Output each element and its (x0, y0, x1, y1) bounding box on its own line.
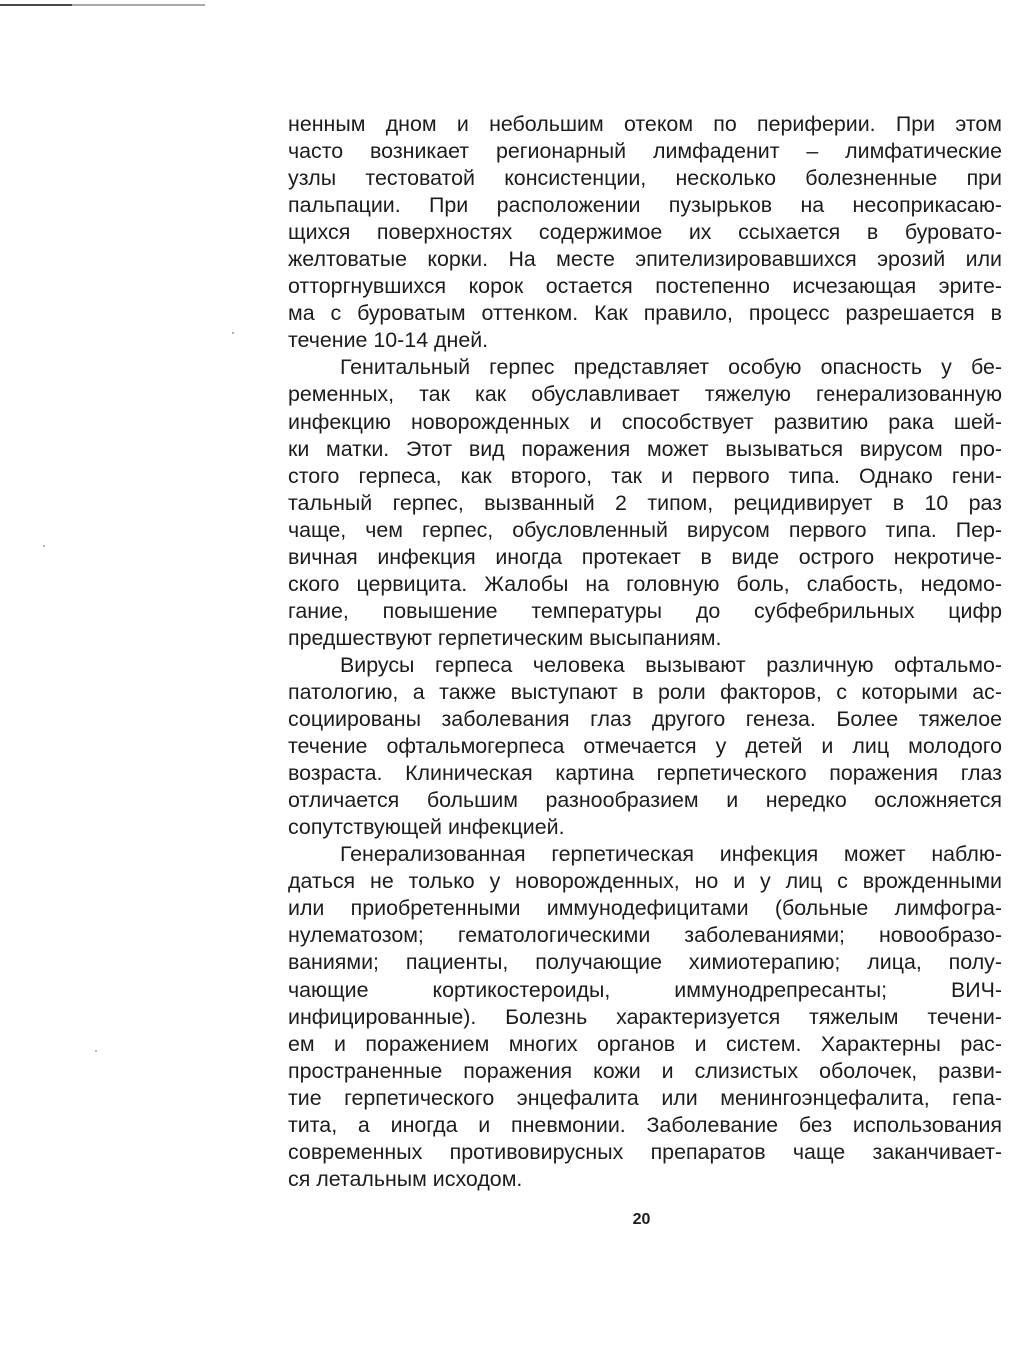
text-line: узлы тестоватой консистенции, несколько болезненные при (288, 166, 1002, 191)
text-line: Вирусы герпеса человека вызывают различную офтальмо- (340, 652, 1002, 677)
text-line: инфицированные). Болезнь характеризуется тяжелым течени- (288, 1004, 1002, 1029)
text-line: предшествуют герпетическим высыпаниям. (288, 625, 722, 650)
text-line: Генитальный герпес представляет особую опасность у бе- (340, 355, 1002, 380)
text-line: ма с буроватым оттенком. Как правило, процесс разрешается в (288, 301, 1002, 326)
text-line: ваниями; пациенты, получающие химиотерапию; лица, полу- (288, 950, 1002, 975)
text-line: инфекцию новорожденных и способствует развитию рака шей- (288, 409, 1002, 434)
text-line: ского цервицита. Жалобы на головную боль, слабость, недомо- (288, 571, 1002, 596)
text-line: чающие кортикостероиды, иммунодрепресанты; ВИЧ- (288, 977, 1002, 1002)
text-line: течение 10-14 дней. (288, 328, 489, 353)
text-line: пространенные поражения кожи и слизистых оболочек, разви- (288, 1058, 1002, 1083)
text-line: нулематозом; гематологическими заболеваниями; новообразо- (288, 923, 1002, 948)
text-line: тита, а иногда и пневмонии. Заболевание без использования (288, 1112, 1002, 1137)
text-line: возраста. Клиническая картина герпетического поражения глаз (288, 761, 1002, 786)
page-number: 20 (632, 1211, 651, 1228)
text-line: ки матки. Этот вид поражения может вызываться вирусом про- (288, 436, 1002, 461)
text-line: ся летальным исходом. (288, 1166, 523, 1191)
scan-speck (232, 332, 234, 334)
text-line: часто возникает регионарный лимфаденит – лимфатические (288, 139, 1002, 164)
text-line: течение офтальмогерпеса отмечается у детей и лиц молодого (288, 734, 1002, 759)
text-line: современных противовирусных препаратов чаще заканчивает- (288, 1139, 1002, 1164)
text-line: или приобретенными иммунодефицитами (больные лимфогра- (288, 896, 1002, 921)
text-line: Генерализованная герпетическая инфекция может наблю- (340, 842, 1002, 867)
text-line: даться не только у новорожденных, но и у лиц с врожденными (288, 869, 1002, 894)
text-line: щихся поверхностях содержимое их ссыхается в буровато- (288, 220, 1002, 245)
text-line: отторгнувшихся корок остается постепенно исчезающая эрите- (288, 274, 1002, 299)
scan-speck (95, 1050, 97, 1052)
page-body-text (288, 111, 1002, 1193)
scan-edge-rule (0, 4, 205, 6)
text-line: сопутствующей инфекцией. (288, 815, 565, 840)
text-line: желтоватые корки. На месте эпителизировавшихся эрозий или (288, 247, 1002, 272)
text-line: ненным дном и небольшим отеком по периферии. При этом (288, 112, 1002, 136)
text-line: ременных, так как обуславливает тяжелую генерализованную (288, 382, 1002, 407)
scan-speck (43, 545, 45, 547)
text-line: тальный герпес, вызванный 2 типом, рецидивирует в 10 раз (288, 490, 1002, 515)
text-line: ем и поражением многих органов и систем. Характерны рас- (288, 1031, 1002, 1056)
text-line: патологию, а также выступают в роли факторов, с которыми ас- (288, 679, 1002, 704)
text-line: чаще, чем герпес, обусловленный вирусом первого типа. Пер- (288, 517, 1002, 542)
text-line: социированы заболевания глаз другого генеза. Более тяжелое (288, 707, 1002, 732)
text-line: тие герпетического энцефалита или менингоэнцефалита, гепа- (288, 1085, 1002, 1110)
text-line: гание, повышение температуры до субфебрильных цифр (288, 598, 1002, 623)
text-line: вичная инфекция иногда протекает в виде острого некротиче- (288, 544, 1002, 569)
text-line: стого герпеса, как второго, так и первого типа. Однако гени- (288, 463, 1002, 488)
text-line: пальпации. При расположении пузырьков на несоприкасаю- (288, 193, 1002, 218)
text-line: отличается большим разнообразием и нередко осложняется (288, 788, 1002, 813)
